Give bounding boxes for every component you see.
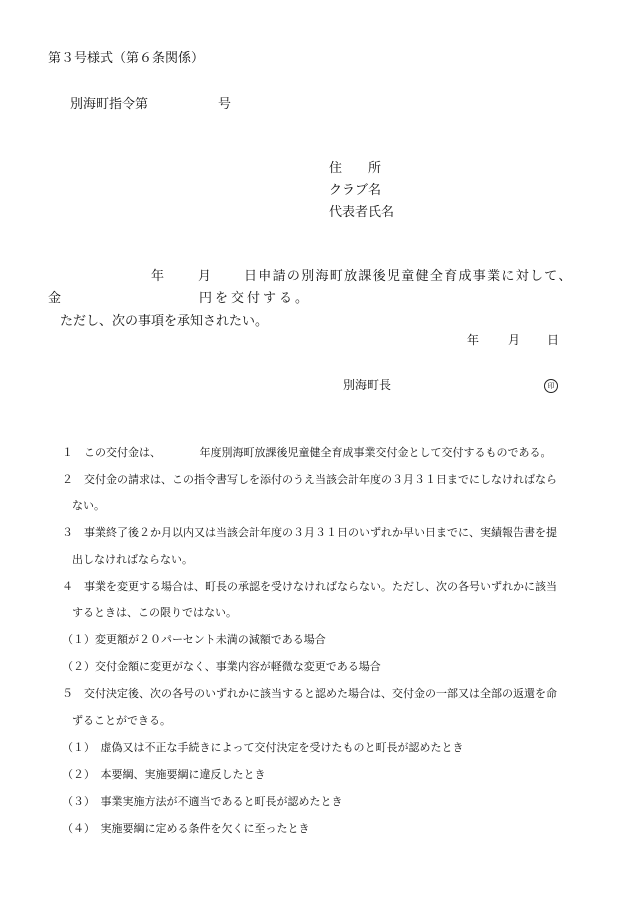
seal-mark: 印 (544, 379, 558, 393)
application-month: 月 (198, 269, 212, 284)
condition-5-item-1: （１） 虚偽又は不正な手続きによって交付決定を受けたものと町長が認めたとき (62, 741, 464, 754)
condition-4-cont: するときは、この限りではない。 (72, 606, 237, 619)
condition-5-item-2: （２） 本要綱、実施要綱に違反したとき (62, 768, 266, 781)
application-text: 日申請の別海町放課後児童健全育成事業に対して、 (244, 269, 573, 284)
grant-prefix: 金 (48, 291, 62, 306)
condition-1: １ この交付金は、 年度別海町放課後児童健全育成事業交付金として交付するものである。 (62, 446, 552, 459)
condition-4-item-2: （２）交付金額に変更がなく、事業内容が軽微な変更である場合 (62, 660, 381, 673)
recipient-representative-label: 代表者氏名 (329, 205, 395, 220)
issue-month: 月 (508, 333, 521, 347)
issue-day: 日 (547, 333, 560, 347)
application-year: 年 (151, 269, 165, 284)
recipient-club-label: クラブ名 (329, 183, 382, 198)
directive-prefix: 別海町指令第 (70, 97, 149, 112)
condition-4-item-1: （１）変更額が２０パーセント未満の減額である場合 (62, 633, 326, 646)
form-number: 第３号様式（第６条関係） (48, 51, 205, 66)
issue-year: 年 (467, 333, 480, 347)
grant-suffix: 円を交付する。 (199, 291, 312, 306)
condition-2-cont: ない。 (72, 499, 105, 512)
condition-5-item-3: （３） 事業実施方法が不適当であると町長が認めたとき (62, 795, 343, 808)
condition-4: ４ 事業を変更する場合は、町長の承認を受けなければならない。ただし、次の各号いずれかに該当 (62, 580, 557, 593)
directive-suffix: 号 (218, 97, 232, 112)
recipient-address-label: 住 所 (329, 161, 382, 176)
condition-2: ２ 交付金の請求は、この指令書写しを添付のうえ当該会計年度の３月３１日までにしなければなら (62, 473, 557, 486)
condition-5-item-4: （４） 実施要綱に定める条件を欠くに至ったとき (62, 822, 310, 835)
condition-3: ３ 事業終了後２か月以内又は当該会計年度の３月３１日のいずれか早い日までに、実績報告書を提 (62, 526, 557, 539)
condition-5-cont: ずることができる。 (72, 714, 171, 727)
condition-5: ５ 交付決定後、次の各号のいずれかに該当すると認めた場合は、交付金の一部又は全部の返還を命 (62, 687, 557, 700)
proviso: ただし、次の事項を承知されたい。 (60, 314, 269, 329)
issuer-title: 別海町長 (343, 378, 392, 392)
condition-3-cont: 出しなければならない。 (72, 553, 193, 566)
